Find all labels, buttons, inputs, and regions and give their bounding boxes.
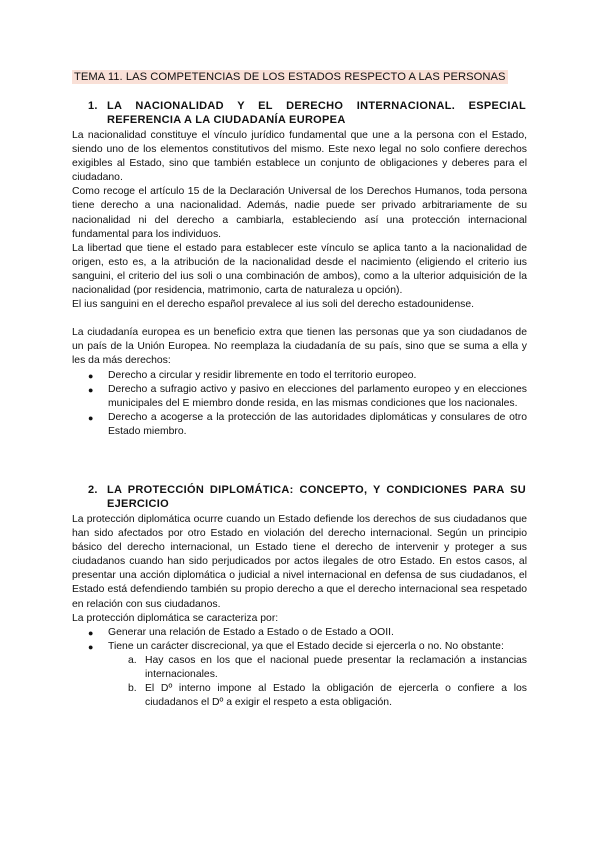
sub-list-item: a. Hay casos en los que el nacional puede presentar la reclamación a instancias internacionales. <box>128 654 527 681</box>
bullet-icon: ● <box>88 412 94 423</box>
bullet-icon: ● <box>88 641 94 652</box>
section-2-heading-line1: LA PROTECCIÓN DIPLOMÁTICA: CONCEPTO, Y CONDICIONES PARA SU <box>107 484 526 496</box>
paragraph: La libertad que tiene el estado para establecer este vínculo se aplica tanto a la nacionalidad de origen, esto es, a la atribución de la nacionalidad desde el nacimiento (eligiendo el criterio ius sanguini, el criterio del ius soli o una combinación de ambos), como a la ulterior adquisición de la nacionalidad (por residencia, matrimonio, carta de naturaleza u opción). <box>72 242 527 297</box>
sub-list-item: b. El Dº interno impone al Estado la obligación de ejercerla o confiere a los ciudadanos el Dº a exigir el respeto a esta obligación. <box>128 683 527 709</box>
diplomatic-protection-list <box>72 626 527 654</box>
section-1-heading-line1: LA NACIONALIDAD Y EL DERECHO INTERNACIONAL. ESPECIAL <box>107 100 526 112</box>
paragraph: La nacionalidad constituye el vínculo jurídico fundamental que une a la persona con el Estado, siendo uno de los elementos constitutivos del mismo. Este nexo legal no solo confiere derechos exigibles al Estado, sino que también establece un conjunto de obligaciones y deberes para el ciudadano. <box>72 130 527 184</box>
spacer <box>72 312 527 326</box>
section-2-heading-line2: EJERCICIO <box>107 498 169 510</box>
bullet-icon: ● <box>88 384 94 395</box>
section-2-number: 2. <box>88 484 98 496</box>
paragraph: El ius sanguini en el derecho español prevalece al ius soli del derecho estadounidense. <box>72 299 475 311</box>
section-1-heading-line2: REFERENCIA A LA CIUDADANÍA EUROPEA <box>107 114 346 126</box>
paragraph: La protección diplomática ocurre cuando un Estado defiende los derechos de sus ciudadanos que han sido afectados por otro Estado en violación del derecho internacional. Según un principio básico del derecho internacional, un Estado tiene el derecho de intervenir y proteger a sus ciudadanos cuando han sido perjudicados por actos ilegales de otro Estado. En estos casos, al presentar una acción diplomática o judicial a nivel internacional en defensa de sus ciudadanos, el Estado está defendiendo también su propio derecho a que el derecho internacional sea respetado en relación con sus ciudadanos. <box>72 514 527 610</box>
list-item: ● Derecho a circular y residir libremente en todo el territorio europeo. <box>72 369 527 383</box>
section-2-body <box>72 513 527 710</box>
list-item: ● Derecho a acogerse a la protección de las autoridades diplomáticas y consulares de otro Estado miembro. <box>88 411 527 437</box>
eu-rights-list <box>72 369 527 439</box>
list-item: ● Tiene un carácter discrecional, ya que el Estado decide si ejercerla o no. No obstante: <box>72 640 527 654</box>
paragraph: Como recoge el artículo 15 de la Declaración Universal de los Derechos Humanos, toda persona tiene derecho a una nacionalidad. Además, nadie puede ser privado arbitrariamente de su nacionalidad ni del derecho a cambiarla, estableciendo así una protección internacional fundamental para los individuos. <box>72 186 527 240</box>
bullet-icon: ● <box>88 627 94 638</box>
section-1-body <box>72 129 527 439</box>
bullet-icon: ● <box>88 370 94 381</box>
paragraph: La ciudadanía europea es un beneficio extra que tienen las personas que ya son ciudadanos de un país de la Unión Europea. No reemplaza la ciudadanía de su país, sino que se suma a ella y les da más derechos: <box>72 327 527 367</box>
section-2-heading <box>88 483 526 511</box>
discretion-sub-list <box>72 654 527 710</box>
list-item: ● Generar una relación de Estado a Estado o de Estado a OOII. <box>72 626 527 640</box>
page-title: TEMA 11. LAS COMPETENCIAS DE LOS ESTADOS RESPECTO A LAS PERSONAS <box>74 71 506 83</box>
list-item: ● Derecho a sufragio activo y pasivo en elecciones del parlamento europeo y en elecciones municipales del E miembro donde resida, en las mismas condiciones que los nacionales. <box>88 383 527 409</box>
section-1-number: 1. <box>88 100 98 112</box>
section-1-heading <box>88 99 526 127</box>
paragraph: La protección diplomática se caracteriza por: <box>72 612 279 624</box>
